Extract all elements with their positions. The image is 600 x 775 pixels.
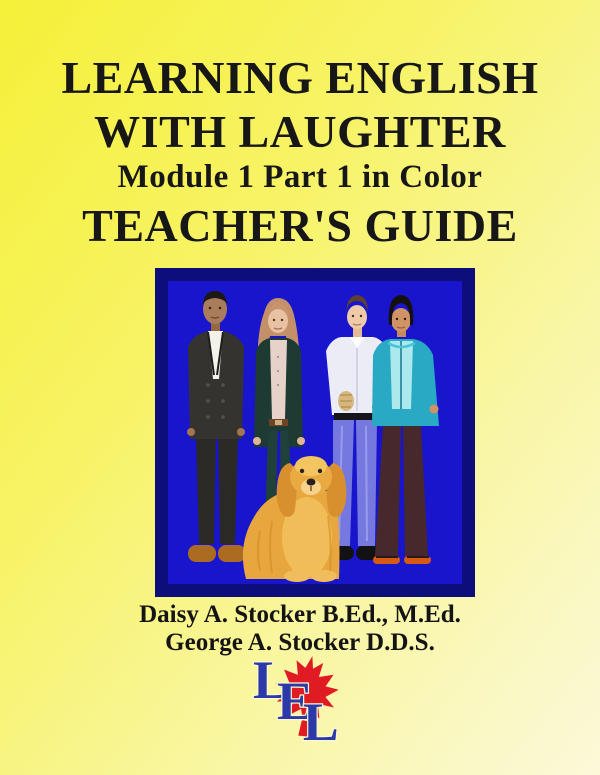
lel-logo [247, 654, 351, 746]
logo-letter-l1: L [253, 654, 289, 711]
author-george: George A. Stocker D.D.S. [165, 629, 435, 656]
title-line-2: WITH LAUGHTER [94, 106, 506, 157]
logo-letter-l2: L [302, 692, 339, 746]
author-daisy: Daisy A. Stocker B.Ed., M.Ed. [139, 601, 461, 628]
cover-illustration-frame [155, 268, 475, 597]
young-woman-figure [372, 295, 439, 564]
dog-figure [243, 456, 346, 582]
title-line-teachers-guide: TEACHER'S GUIDE [82, 200, 518, 251]
man-in-suit-figure [187, 291, 246, 562]
cover-illustration [168, 281, 462, 584]
lel-logo-graphic [247, 654, 351, 746]
title-line-1: LEARNING ENGLISH [61, 52, 539, 103]
logo-letter-e: E [276, 671, 313, 732]
people-and-dog-graphic [168, 281, 462, 584]
subtitle-module-line: Module 1 Part 1 in Color [117, 159, 483, 195]
